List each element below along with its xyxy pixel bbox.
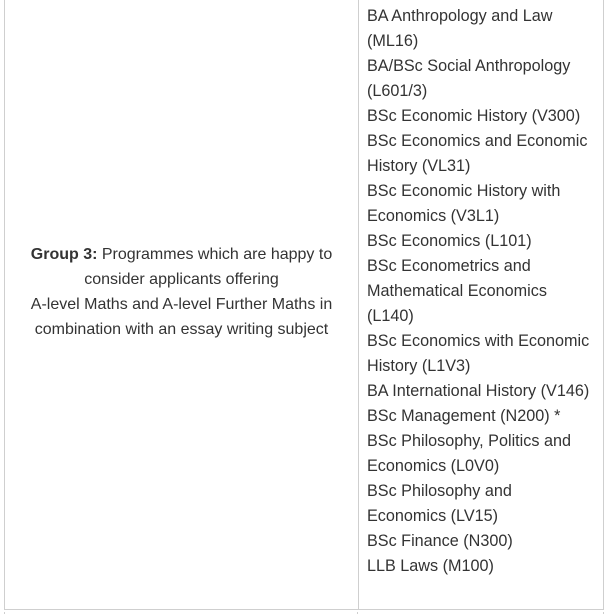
group-cell — [5, 0, 359, 609]
programme-item: BSc Econometrics and Mathematical Economics (L140) — [367, 257, 547, 325]
programme-item: BSc Economics and Economic History (VL31) — [367, 132, 588, 175]
programme-item: BSc Philosophy, Politics and Economics (L0V0) — [367, 432, 571, 475]
group-label: Group 3: — [30, 245, 98, 263]
programme-item: BSc Economics with Economic History (L1V3) — [367, 332, 590, 375]
programme-item: BA Anthropology and Law (ML16) — [367, 7, 553, 50]
programme-item: BSc Management (N200) * — [367, 407, 561, 425]
programme-item: BA International History (V146) — [367, 382, 590, 400]
programme-item: BSc Economic History (V300) — [367, 107, 581, 125]
programme-table — [4, 0, 604, 610]
programme-item: BSc Economics (L101) — [367, 232, 532, 250]
programmes-cell — [359, 0, 603, 609]
group-line-2: A-level Maths and A-level Further Maths in combination with an essay writing subject — [30, 295, 333, 338]
group-line-1: Programmes which are happy to consider applicants offering — [84, 245, 333, 288]
programme-item: BSc Economic History with Economics (V3L1) — [367, 182, 561, 225]
programme-list — [367, 4, 595, 579]
programme-item: LLB Laws (M100) — [367, 557, 494, 575]
programme-item: BSc Finance (N300) — [367, 532, 513, 550]
group-description — [23, 242, 340, 342]
programme-item: BA/BSc Social Anthropology (L601/3) — [367, 57, 571, 100]
programme-item: BSc Philosophy and Economics (LV15) — [367, 482, 512, 525]
